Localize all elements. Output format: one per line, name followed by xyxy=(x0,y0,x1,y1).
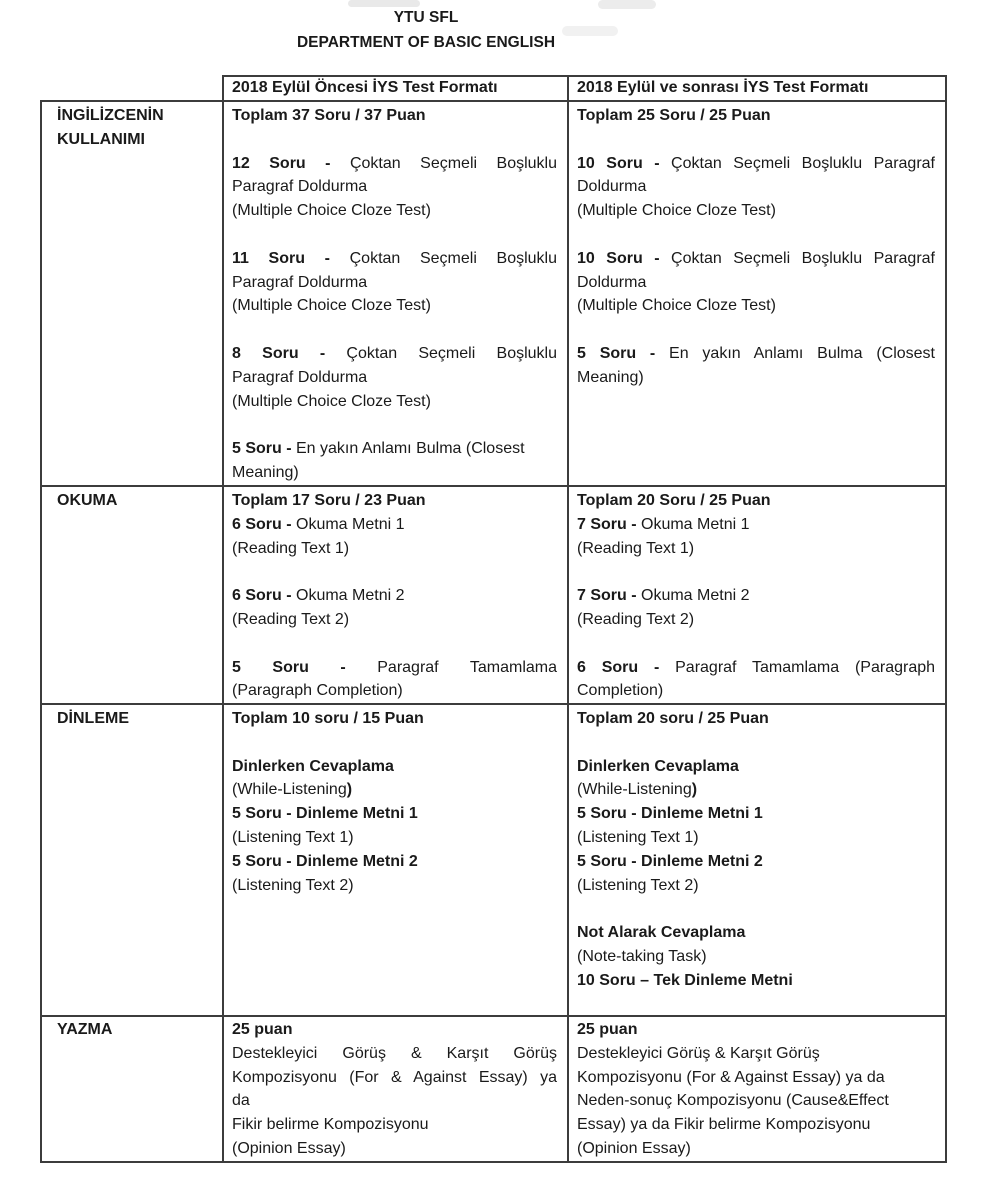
cell-line xyxy=(232,850,557,874)
row-label-ingilizcenin-kullanimi xyxy=(57,104,217,152)
table-border-right xyxy=(945,75,947,1163)
doc-subtitle: DEPARTMENT OF BASIC ENGLISH xyxy=(296,34,556,51)
cell-line xyxy=(232,104,557,128)
cell-line xyxy=(577,679,935,703)
text-run: Paragraf Doldurma xyxy=(232,178,368,196)
cell-line xyxy=(577,199,935,223)
text-run: Okuma Metni 1 xyxy=(291,515,405,533)
text-run: 5 Soru - Dinleme Metni 2 xyxy=(232,852,418,870)
cell-line xyxy=(232,1018,557,1042)
cell-line xyxy=(577,755,935,779)
text-run: Destekleyici Görüş & Karşıt Görüş xyxy=(577,1044,820,1062)
cell-line xyxy=(577,826,935,850)
cell-line xyxy=(232,755,557,779)
text-run: Çoktan Seçmeli Boşluklu xyxy=(330,154,557,172)
blank-line xyxy=(232,318,557,342)
text-run: (Listening Text 2) xyxy=(232,876,354,894)
text-run: 10 Soru - xyxy=(577,154,660,172)
text-run: Meaning) xyxy=(232,463,299,481)
text-run: DİNLEME xyxy=(57,710,129,727)
text-run: Okuma Metni 2 xyxy=(291,587,405,605)
cell-line xyxy=(577,707,935,731)
cell-line xyxy=(577,778,935,802)
text-run: Toplam 37 Soru / 37 Puan xyxy=(232,107,426,124)
text-run: Çoktan Seçmeli Boşluklu Paragraf xyxy=(659,249,935,267)
text-run: (Paragraph Completion) xyxy=(232,682,403,700)
cell-line xyxy=(232,271,557,295)
row-label-okuma xyxy=(57,489,217,513)
cell-reading-post2018 xyxy=(577,489,935,703)
cell-line xyxy=(577,1018,935,1042)
text-run: 10 Soru – Tek Dinleme Metni xyxy=(577,971,793,989)
cell-line xyxy=(577,342,935,366)
cell-line xyxy=(577,537,935,561)
blank-line xyxy=(232,632,557,656)
text-run: 5 Soru - xyxy=(577,344,656,362)
text-run: Not Alarak Cevaplama xyxy=(577,924,746,942)
cell-line xyxy=(232,199,557,223)
cell-writing-post2018 xyxy=(577,1018,935,1161)
text-run: Çoktan Seçmeli Boşluklu xyxy=(329,249,557,267)
cell-line xyxy=(577,921,935,945)
cell-line xyxy=(577,608,935,632)
text-run: 7 Soru - xyxy=(577,587,637,605)
cell-line xyxy=(232,294,557,318)
text-run: 25 puan xyxy=(577,1021,638,1038)
text-run: ) xyxy=(346,781,353,799)
cell-line xyxy=(232,1113,557,1137)
text-run: Toplam 10 soru / 15 Puan xyxy=(232,710,424,727)
cell-line xyxy=(232,584,557,608)
row-label-yazma xyxy=(57,1018,217,1042)
text-run: (Reading Text 1) xyxy=(232,539,350,557)
text-run: OKUMA xyxy=(57,492,118,509)
text-run: (Reading Text 2) xyxy=(232,610,350,628)
cell-line xyxy=(577,969,935,993)
cell-listening-post2018 xyxy=(577,707,935,993)
cell-reading-pre2018 xyxy=(232,489,557,703)
text-run: (Reading Text 1) xyxy=(577,539,695,557)
cell-use-of-english-pre2018 xyxy=(232,104,557,485)
cell-line xyxy=(232,1089,557,1113)
cell-line xyxy=(232,489,557,513)
cell-line xyxy=(577,802,935,826)
text-run: Okuma Metni 1 xyxy=(636,515,750,533)
text-run: Destekleyici Görüş & Karşıt Görüş xyxy=(232,1044,557,1062)
blank-line xyxy=(232,128,557,152)
cell-line xyxy=(577,271,935,295)
cell-line xyxy=(232,513,557,537)
text-run: YAZMA xyxy=(57,1021,113,1038)
text-run: En yakın Anlamı Bulma (Closest xyxy=(291,440,525,458)
text-run: (While-Listening xyxy=(232,781,347,799)
cell-line xyxy=(232,390,557,414)
blank-line xyxy=(232,223,557,247)
text-run: Dinlerken Cevaplama xyxy=(232,757,394,775)
cell-line xyxy=(232,656,557,680)
row-label-dinleme xyxy=(57,707,217,731)
blank-line xyxy=(577,560,935,584)
text-run: 5 Soru - xyxy=(232,440,292,458)
blank-line xyxy=(577,731,935,755)
text-run: (Note-taking Task) xyxy=(577,947,707,965)
text-run: Çoktan Seçmeli Boşluklu Paragraf xyxy=(659,154,935,172)
blank-line xyxy=(577,632,935,656)
text-run: 12 Soru - xyxy=(232,154,331,172)
text-run: Okuma Metni 2 xyxy=(636,587,750,605)
text-run: Dinlerken Cevaplama xyxy=(577,757,739,775)
cell-line xyxy=(577,850,935,874)
text-run: 10 Soru - xyxy=(577,249,660,267)
cell-line xyxy=(57,1018,217,1042)
text-run: KULLANIMI xyxy=(57,130,145,148)
text-run: Kompozisyonu (For & Against Essay) ya xyxy=(232,1068,557,1086)
cell-line xyxy=(577,247,935,271)
text-run: (Multiple Choice Cloze Test) xyxy=(577,297,776,315)
text-run: İNGİLİZCENİN xyxy=(57,107,164,124)
table-border-header-bottom xyxy=(40,100,947,102)
text-run: Paragraf Doldurma xyxy=(232,273,368,291)
text-run: 7 Soru - xyxy=(577,515,637,533)
text-run: Paragraf Tamamlama xyxy=(345,658,557,676)
text-run: Toplam 17 Soru / 23 Puan xyxy=(232,492,426,509)
column-header-pre2018: 2018 Eylül Öncesi İYS Test Formatı xyxy=(232,79,498,96)
cell-line xyxy=(232,537,557,561)
cell-listening-pre2018 xyxy=(232,707,557,897)
text-run: Essay) ya da Fikir belirme Kompozisyonu xyxy=(577,1116,871,1134)
text-run: 5 Soru - Dinleme Metni 1 xyxy=(232,805,418,823)
cell-line xyxy=(232,707,557,731)
text-run: 5 Soru - Dinleme Metni 2 xyxy=(577,852,763,870)
cell-line xyxy=(232,679,557,703)
cell-line xyxy=(577,366,935,390)
text-run: (Listening Text 2) xyxy=(577,876,699,894)
blank-line xyxy=(232,560,557,584)
text-run: 25 puan xyxy=(232,1021,293,1038)
text-run: 6 Soru - xyxy=(577,658,660,676)
blank-line xyxy=(577,897,935,921)
cell-line xyxy=(232,608,557,632)
text-run: Meaning) xyxy=(577,368,644,386)
text-run: (Multiple Choice Cloze Test) xyxy=(232,202,431,220)
cell-line xyxy=(577,1066,935,1090)
blank-line xyxy=(232,413,557,437)
cell-line xyxy=(577,513,935,537)
text-run: Paragraf Tamamlama (Paragraph xyxy=(659,658,936,676)
cell-line xyxy=(577,1137,935,1161)
cell-line xyxy=(232,874,557,898)
cell-line xyxy=(232,1066,557,1090)
blank-line xyxy=(577,223,935,247)
doc-title: YTU SFL xyxy=(393,9,459,26)
cell-line xyxy=(232,342,557,366)
blank-line xyxy=(232,731,557,755)
text-run: (Listening Text 1) xyxy=(577,828,699,846)
cell-line xyxy=(577,656,935,680)
text-run: 11 Soru - xyxy=(232,249,330,267)
cell-line xyxy=(577,584,935,608)
cell-line xyxy=(232,175,557,199)
table-border-bottom xyxy=(40,1161,947,1163)
cell-line xyxy=(232,437,557,461)
table-border-col1 xyxy=(222,75,224,1163)
text-run: (Multiple Choice Cloze Test) xyxy=(232,392,431,410)
cell-line xyxy=(577,152,935,176)
text-run: (Reading Text 2) xyxy=(577,610,695,628)
text-run: Doldurma xyxy=(577,178,647,196)
cell-line xyxy=(577,945,935,969)
cell-writing-pre2018 xyxy=(232,1018,557,1161)
cell-line xyxy=(577,1042,935,1066)
table-row-divider xyxy=(40,485,947,487)
cell-line xyxy=(232,247,557,271)
table-row-divider xyxy=(40,703,947,705)
cell-line xyxy=(57,707,217,731)
text-run: (While-Listening xyxy=(577,781,692,799)
text-run: da xyxy=(232,1092,250,1110)
cell-line xyxy=(577,104,935,128)
text-run: En yakın Anlamı Bulma (Closest xyxy=(655,344,936,362)
text-run: (Opinion Essay) xyxy=(232,1139,346,1157)
column-header-post2018: 2018 Eylül ve sonrası İYS Test Formatı xyxy=(577,79,869,96)
cell-line xyxy=(232,1137,557,1161)
text-run: Neden-sonuç Kompozisyonu (Cause&Effect xyxy=(577,1092,889,1110)
cell-line xyxy=(577,1113,935,1137)
text-run: 6 Soru - xyxy=(232,587,292,605)
cell-line xyxy=(232,802,557,826)
cell-line xyxy=(577,1089,935,1113)
table-border-col2 xyxy=(567,75,569,1163)
cell-line xyxy=(232,1042,557,1066)
text-run: Toplam 20 Soru / 25 Puan xyxy=(577,492,771,509)
text-run: Doldurma xyxy=(577,273,647,291)
text-run: Fikir belirme Kompozisyonu xyxy=(232,1116,429,1134)
cell-line xyxy=(232,826,557,850)
cell-line xyxy=(232,152,557,176)
cell-line xyxy=(57,489,217,513)
cell-line xyxy=(232,461,557,485)
cell-use-of-english-post2018 xyxy=(577,104,935,390)
cell-line xyxy=(577,294,935,318)
cell-line xyxy=(232,778,557,802)
cell-line xyxy=(577,175,935,199)
text-run: Çoktan Seçmeli Boşluklu xyxy=(325,344,557,362)
text-run: ) xyxy=(691,781,698,799)
text-run: Kompozisyonu (For & Against Essay) ya da xyxy=(577,1068,885,1086)
cell-line xyxy=(577,874,935,898)
text-run: (Listening Text 1) xyxy=(232,828,354,846)
text-run: Toplam 25 Soru / 25 Puan xyxy=(577,107,771,124)
text-run: 5 Soru - Dinleme Metni 1 xyxy=(577,805,763,823)
table-border-left xyxy=(40,100,42,1163)
text-run: Toplam 20 soru / 25 Puan xyxy=(577,710,769,727)
text-run: 5 Soru - xyxy=(232,658,346,676)
document-heading xyxy=(0,5,852,55)
text-run: 8 Soru - xyxy=(232,344,326,362)
cell-line xyxy=(232,366,557,390)
text-run: (Multiple Choice Cloze Test) xyxy=(232,297,431,315)
text-run: Completion) xyxy=(577,682,664,700)
blank-line xyxy=(577,318,935,342)
blank-line xyxy=(577,128,935,152)
text-run: Paragraf Doldurma xyxy=(232,368,368,386)
cell-line xyxy=(57,128,217,152)
text-run: (Opinion Essay) xyxy=(577,1139,691,1157)
cell-line xyxy=(57,104,217,128)
text-run: (Multiple Choice Cloze Test) xyxy=(577,202,776,220)
table-row-divider xyxy=(40,1015,947,1017)
cell-line xyxy=(577,489,935,513)
text-run: 6 Soru - xyxy=(232,515,292,533)
